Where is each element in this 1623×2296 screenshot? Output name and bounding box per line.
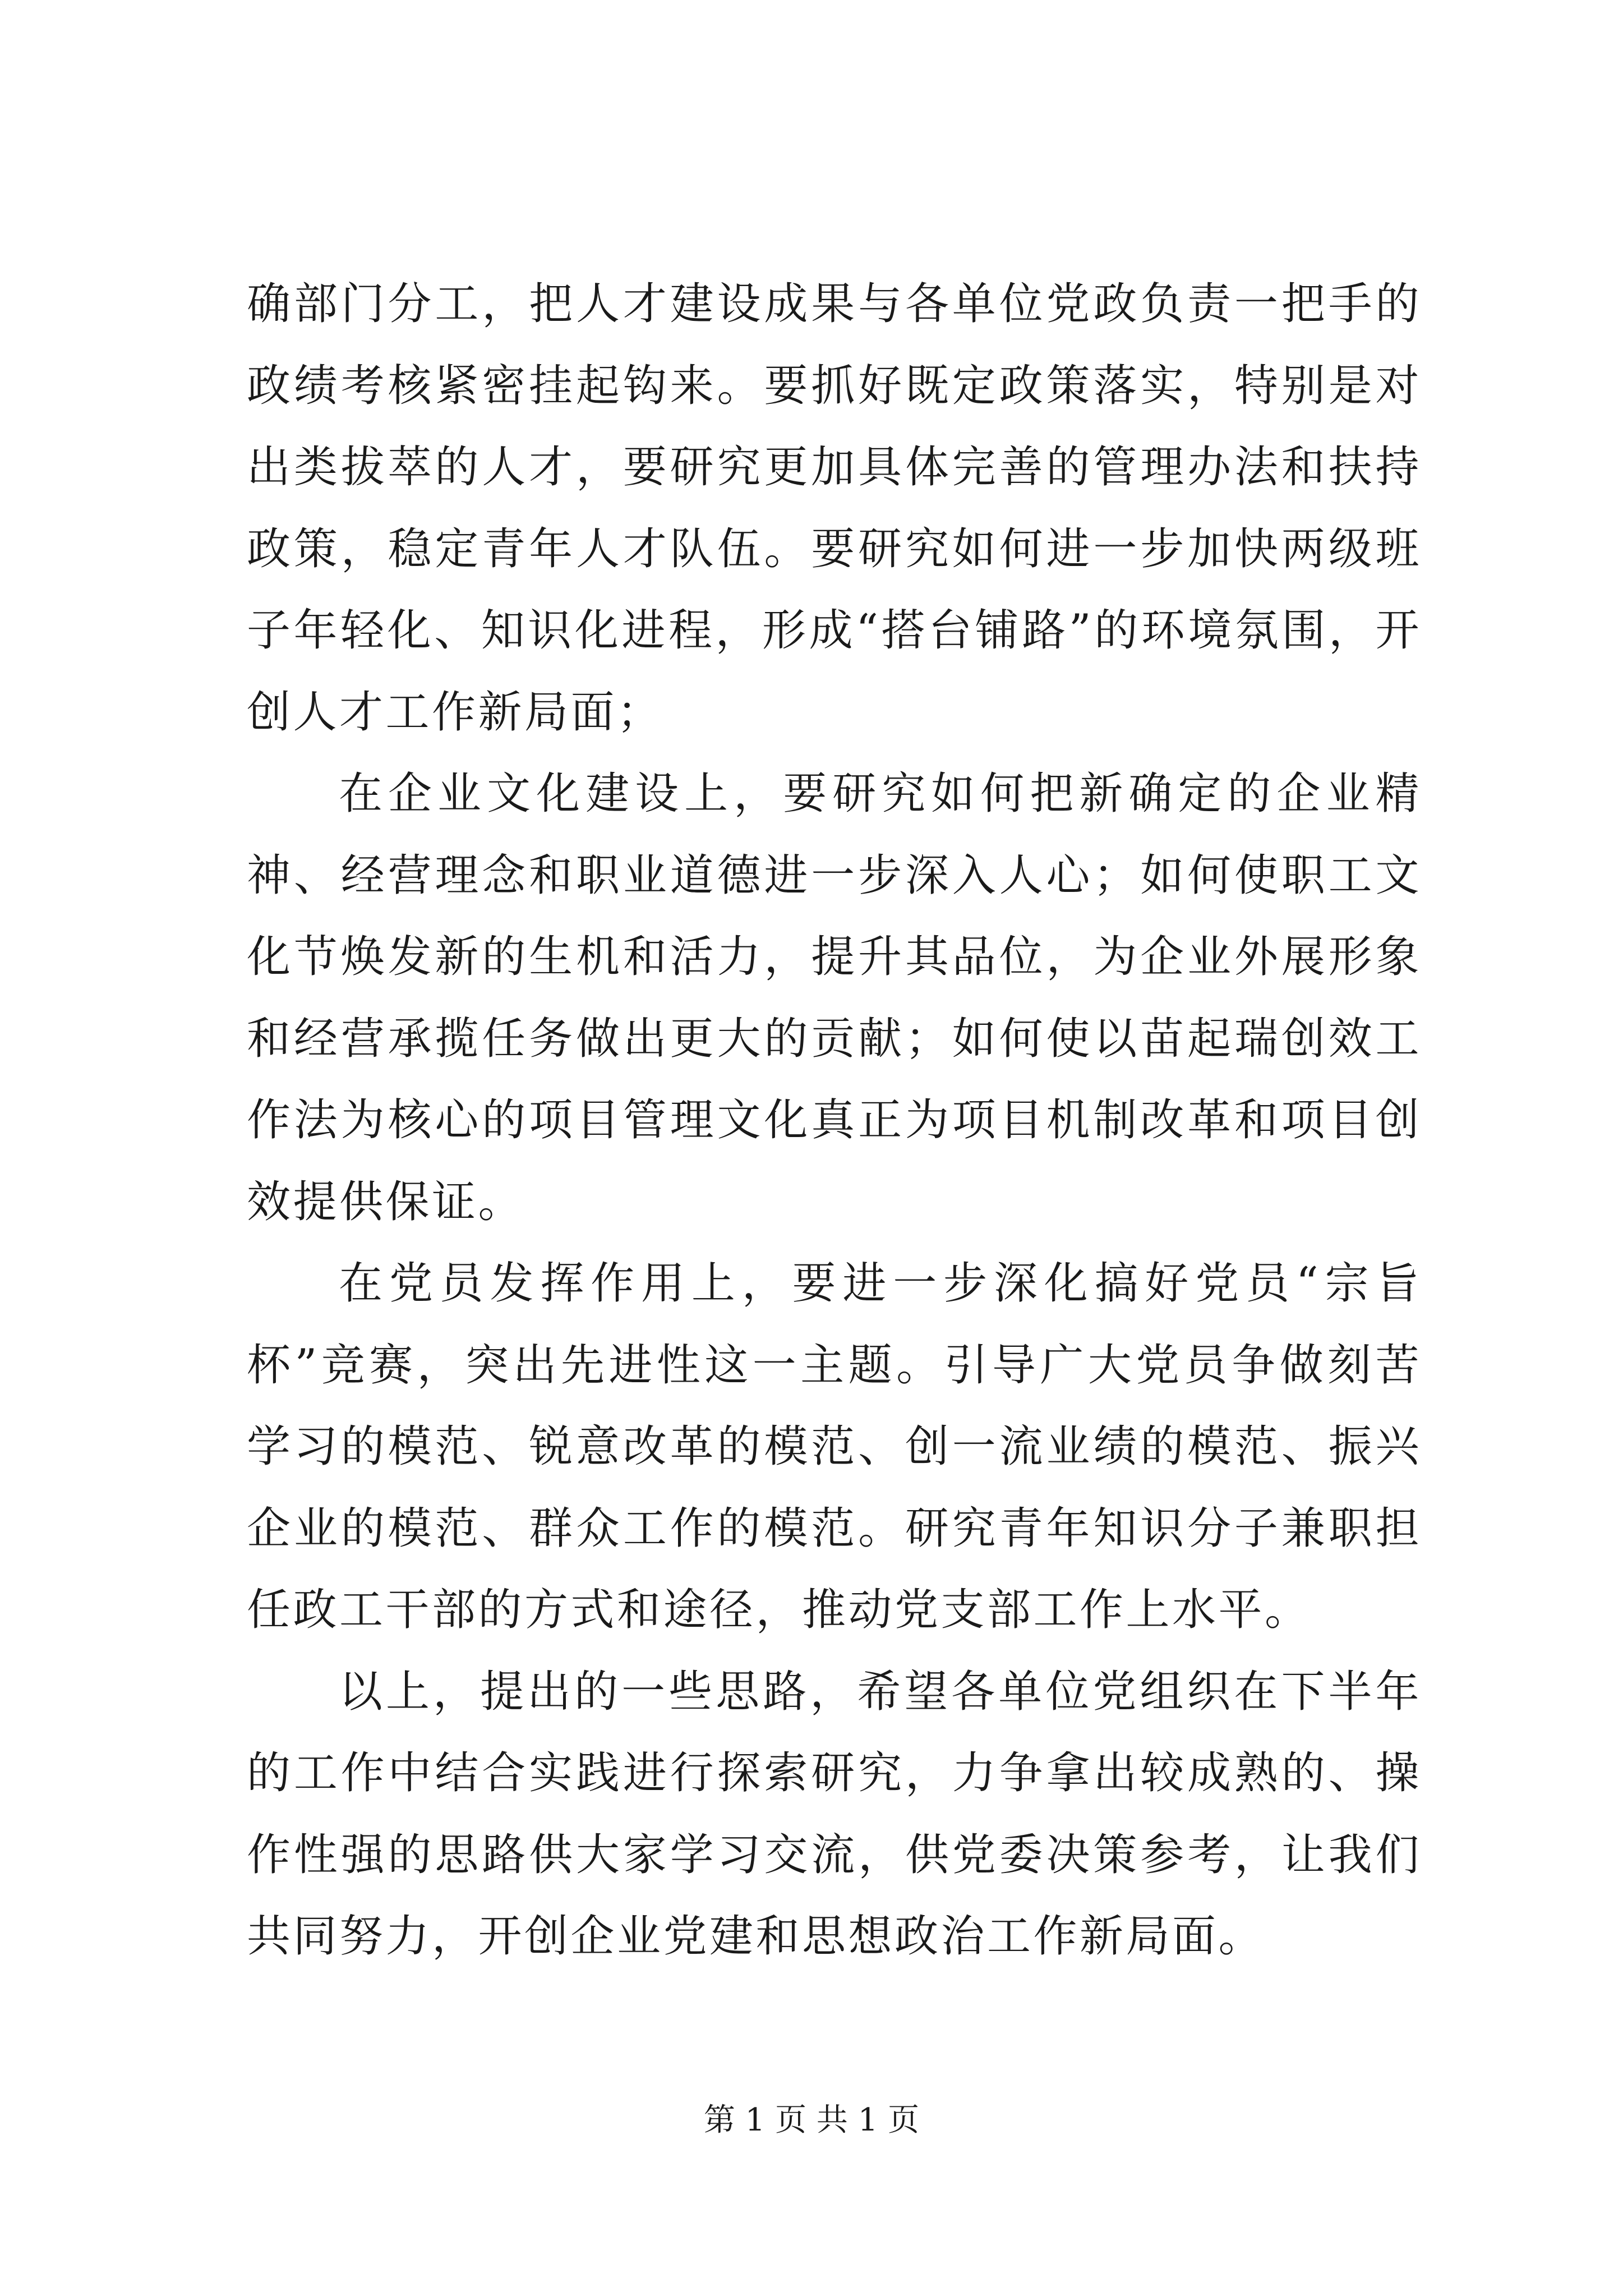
paragraph-1: 确部门分工，把人才建设成果与各单位党政负责一把手的政绩考核紧密挂起钩来。要抓好既定政策落实，特别是对出类拔萃的人才，要研究更加具体完善的管理办法和扶持政策，稳定青年人才队伍。要研究如何进一步加快两级班子年轻化、知识化进程，形成“搭台铺路”的环境氛围，开创人才工作新局面； (247, 279, 1422, 738)
paragraph-2: 在企业文化建设上，要研究如何把新确定的企业精神、经营理念和职业道德进一步深入人心；如何使职工文化节焕发新的生机和活力，提升其品位，为企业外展形象和经营承揽任务做出更大的贡献；如何使以苗起瑞创效工作法为核心的项目管理文化真正为项目机制改革和项目创效提供保证。 (247, 769, 1422, 1227)
document-body (247, 264, 1422, 1978)
paragraph-4: 以上，提出的一些思路，希望各单位党组织在下半年的工作中结合实践进行探索研究，力争拿出较成熟的、操作性强的思路供大家学习交流，供党委决策参考，让我们共同努力，开创企业党建和思想政治工作新局面。 (247, 1666, 1422, 1962)
page-number-footer: 第 1 页 共 1 页 (703, 2102, 920, 2138)
paragraph-3: 在党员发挥作用上，要进一步深化搞好党员“宗旨杯”竞赛，突出先进性这一主题。引导广大党员争做刻苦学习的模范、锐意改革的模范、创一流业绩的模范、振兴企业的模范、群众工作的模范。研究青年知识分子兼职担任政工干部的方式和途径，推动党支部工作上水平。 (247, 1258, 1422, 1635)
